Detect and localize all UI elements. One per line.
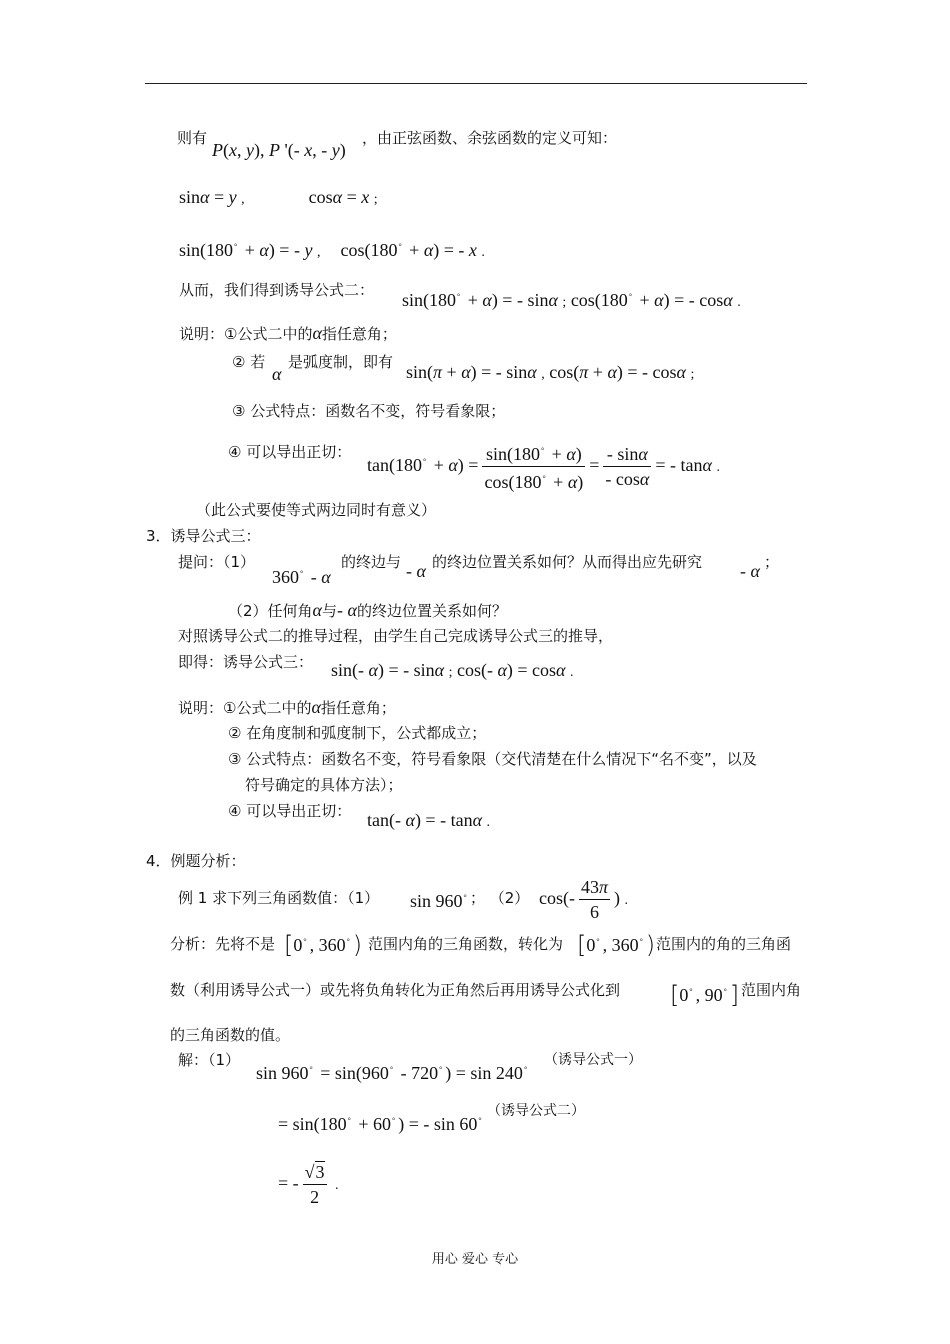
sec3-heading: 3．诱导公式三： [146,527,261,545]
sec3-q1-prefix: 提问：（1） [178,553,256,571]
formula-points: P(x, y), P '(- x, - y) [212,140,346,160]
sec2-note4: ④ 可以导出正切： [228,443,352,461]
interval-0-90: [0° , 90° ] [670,981,740,1009]
sec3-note4: ④ 可以导出正切： [228,802,352,820]
sec2-note2-prefix: ② 若 [232,353,266,371]
analysis-line2-b: 范围内角 [741,981,802,999]
sec3-q1-mid2: 的终边位置关系如何？从而得出应先研究 [432,553,703,571]
header-rule [145,83,807,84]
solution-prefix: 解：（1） [178,1051,241,1069]
intro-suffix: ，由正弦函数、余弦函数的定义可知： [362,129,618,147]
solution-tag2: （诱导公式二） [487,1103,585,1119]
sec3-derive: 对照诱导公式二的推导过程，由学生自己完成诱导公式三的推导， [178,627,614,645]
alpha-symbol: α [272,364,282,384]
analysis-line3: 的三角函数的值。 [170,1026,291,1044]
example-part2: ； （2） [470,889,530,907]
formula-tan-two: tan(180° + α) = $\frac{\sin(180^\circ + \alpha)}{\cos(180^\circ + \alpha)}$ = $\frac{- \sin\alpha}{- \cos\alpha}$ = - tanα . [367,436,720,494]
example-cos: cos(- $\frac{43\pi}{6}$ ) . [539,877,629,923]
solution-step3: = - $\frac{√3}{2}$ . [278,1162,339,1208]
formula-sin-cos-def: sinα = y , cosα = x ; [179,187,378,207]
sec3-note3-line1: ③ 公式特点：函数名不变，符号看象限（交代清楚在什么情况下“名不变”，以及 [228,750,757,768]
example-sin960: sin 960° [410,891,467,911]
formula-three: sin(- α) = - sinα ; cos(- α) = cosα . [331,660,574,680]
analysis-line1-a: 分析：先将不是 [170,935,276,953]
intro-line [177,128,207,148]
sec3-note2: ② 在角度制和弧度制下，公式都成立； [228,724,487,742]
formula-360-minus-alpha: 360° - α [272,567,331,587]
solution-step1: sin 960° = sin(960° - 720° ) = sin 240° [256,1063,528,1083]
formula-180-values: sin(180° + α) = - y , cos(180° + α) = - x . [179,240,485,260]
sec2-note1: 说明：①公式二中的α指任意角； [179,323,397,343]
sec3-note1-suffix: 指任意角； [320,699,396,717]
sec3-q1-mid1: 的终边与 [341,553,402,571]
sec3-note-label: 说明：①公式二中的 [178,699,312,717]
formula-two-radian: sin(π + α) = - sinα , cos(π + α) = - cosα ; [406,362,695,382]
sec2-note2-mid: 是弧度制，即有 [288,353,394,371]
sec2-note-label: 说明：①公式二中的 [179,325,313,343]
analysis-line2-a: 数（利用诱导公式一）或先将负角转化为正角然后再用诱导公式化到 [170,981,621,999]
sec3-q2-suffix: 的终边位置关系如何？ [356,602,507,620]
interval-0-360-b: [0° , 360° ) [577,931,656,959]
analysis-line1-b: 范围内角的三角函数，转化为 [368,935,564,953]
intro-prefix: 则有 [177,129,208,147]
sec3-note1: 说明：①公式二中的α指任意角； [178,697,396,717]
neg-alpha-1: - α [406,561,426,581]
formula2-intro: 从而，我们得到诱导公式二： [179,281,375,299]
sec3-q1-end: ； [764,553,780,571]
page-footer: 用心 爱心 专心 [431,1252,519,1267]
interval-0-360-a: [0° , 360° ) [284,931,363,959]
example-prefix: 例 1 求下列三角函数值：（1） [178,889,380,907]
sec3-q2: （2）任何角α与- α的终边位置关系如何？ [228,600,507,620]
sec4-heading: 4．例题分析： [146,852,246,870]
sec2-caveat: （此公式要使等式两边同时有意义） [196,501,437,519]
solution-tag1: （诱导公式一） [544,1052,642,1068]
sec2-note3: ③ 公式特点：函数名不变，符号看象限； [232,402,506,420]
solution-step2: = sin(180° + 60° ) = - sin 60° [278,1114,482,1134]
sec2-note1-suffix: 指任意角； [321,325,397,343]
sec3-q2-prefix: （2）任何角 [228,602,313,620]
sec3-q2-mid: 与 [322,602,338,620]
sec3-note3-line2: 符号确定的具体方法）； [245,776,403,794]
sec3-result-prefix: 即得：诱导公式三： [178,653,314,671]
analysis-line1-c: 范围内的角的三角函 [656,935,792,953]
formula-tan-three: tan(- α) = - tanα . [367,810,491,830]
formula-two: sin(180° + α) = - sinα ; cos(180° + α) = - cosα . [402,290,741,310]
neg-alpha-2: - α [740,561,760,581]
